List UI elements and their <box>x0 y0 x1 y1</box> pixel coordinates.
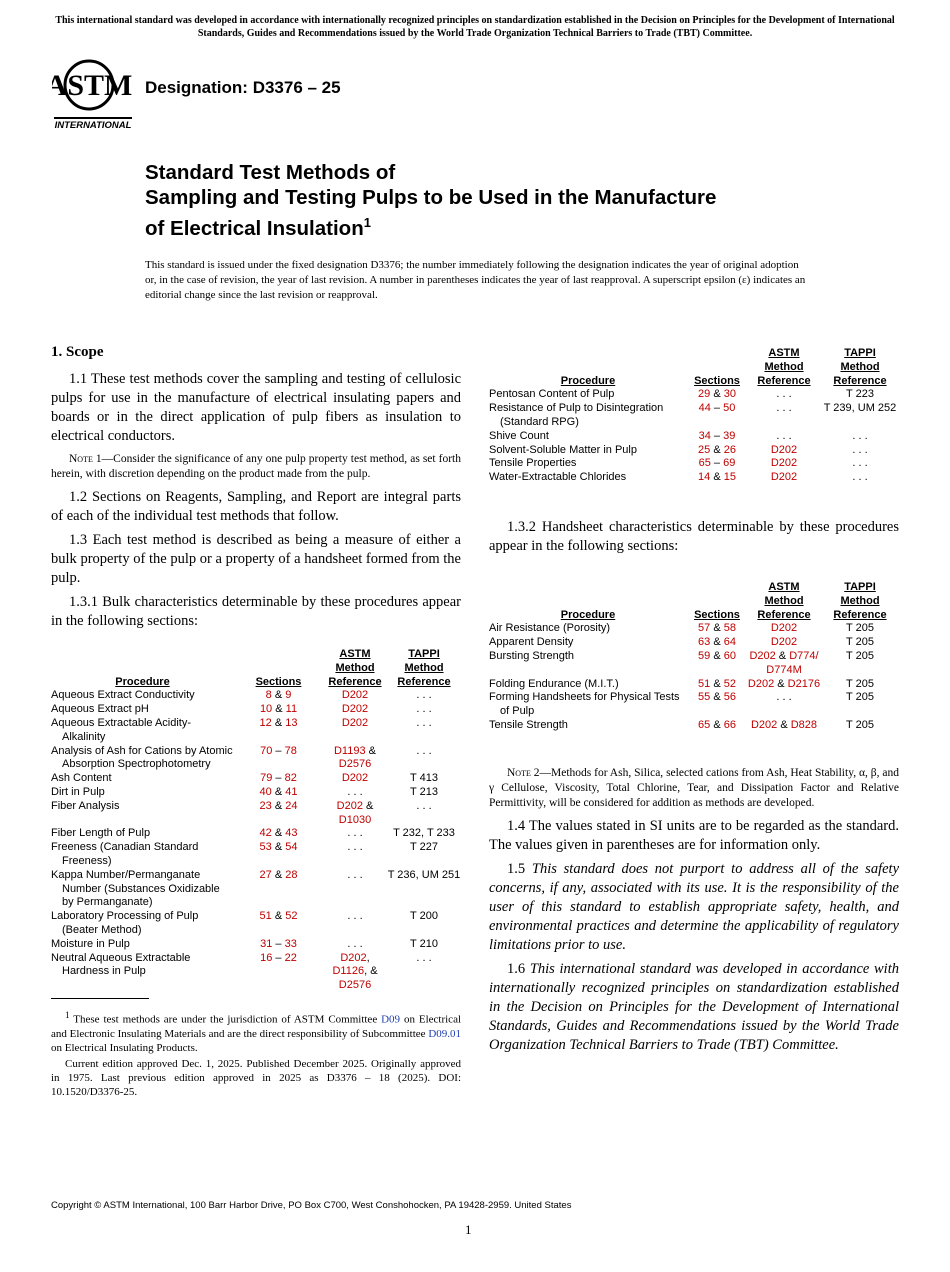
section-link[interactable]: 8 <box>265 689 272 702</box>
paragraph-1-3-1: 1.3.1 Bulk characteristics determinable by these procedures appear in the following sections: <box>51 594 461 629</box>
astm-reference-cell: . . . <box>347 841 363 854</box>
col-header-procedure: Procedure <box>560 374 616 387</box>
astm-reference-link[interactable]: D202 <box>747 677 775 690</box>
col-header-sections: Sections <box>255 675 302 688</box>
section-link[interactable]: 63 <box>698 636 711 649</box>
tappi-reference-cell: T 205 <box>846 718 874 731</box>
tappi-reference-cell: . . . <box>852 443 868 456</box>
section-link[interactable]: 57 <box>698 622 711 635</box>
section-link[interactable]: 34 <box>698 429 711 442</box>
section-link[interactable]: 40 <box>259 785 272 798</box>
table-row <box>489 457 899 471</box>
astm-reference-cell: . . . <box>347 910 363 923</box>
astm-reference-cell <box>323 703 387 717</box>
section-link[interactable]: 53 <box>259 841 272 854</box>
astm-reference-link[interactable]: D202 <box>336 799 363 812</box>
tappi-reference-cell: . . . <box>416 799 432 812</box>
sections-cell: 70 – 78 <box>260 744 297 757</box>
astm-reference-link[interactable]: D202 <box>749 649 776 662</box>
paragraph-1-2: 1.2 Sections on Reagents, Sampling, and Report are integral parts of each of the individual test methods that follow. <box>51 489 461 524</box>
col-header-procedure: Procedure <box>560 608 616 621</box>
handsheet-table-wrap <box>489 581 899 733</box>
section-link[interactable]: 25 <box>698 443 711 456</box>
section-link[interactable]: 79 <box>260 772 273 785</box>
procedure-cell: Freeness (Canadian Standard Freeness) <box>51 841 199 867</box>
procedure-cell: Water-Extractable Chlorides <box>489 471 627 484</box>
section-heading-scope: 1. Scope <box>51 344 104 360</box>
table-row <box>51 910 461 938</box>
astm-logo <box>52 55 134 131</box>
tappi-reference-cell: . . . <box>852 471 868 484</box>
tappi-reference-cell: . . . <box>852 429 868 442</box>
procedure-cell: Aqueous Extract Conductivity <box>51 689 195 702</box>
note-2-text: —Methods for Ash, Silica, selected cations from Ash, Heat Stability, α, β, and γ Cellulose, Viscosity, Total Chlorine, Tear, and Dissipation Factor and Relative Permittivity, will be considered for addition as methods are developed. <box>489 767 899 809</box>
tappi-reference-cell: T 210 <box>410 937 438 950</box>
page-title <box>145 160 845 241</box>
designation-number: D3376 – 25 <box>252 78 341 97</box>
table-row <box>51 800 461 828</box>
astm-reference-cell: . . . <box>347 937 363 950</box>
sections-cell: 34 – 39 <box>698 429 736 442</box>
procedure-cell: Tensile Strength <box>489 718 568 731</box>
sections-cell: 51 & 52 <box>698 677 736 690</box>
section-link[interactable]: 39 <box>723 429 736 442</box>
procedure-cell: Aqueous Extract pH <box>51 703 149 716</box>
section-link[interactable]: 65 <box>698 718 711 731</box>
procedure-cell: Apparent Density <box>489 636 574 649</box>
astm-reference-cell <box>747 636 821 650</box>
tappi-reference-cell: T 413 <box>410 772 438 785</box>
procedure-cell: Ash Content <box>51 772 112 785</box>
col-header-sections: Sections <box>694 608 740 621</box>
astm-reference-link[interactable]: D2576 <box>338 758 372 771</box>
section-link[interactable]: 64 <box>723 636 736 649</box>
footnote-1: $^1$ These test methods are under the jurisdiction of ASTM Committee D09 on Electrical and Electronic Insulating Materials and are the direct responsibility of Subcommittee D09.01 on Electrical Insulating Products. <box>51 1010 462 1054</box>
paragraph-1-1: 1.1 These test methods cover the sampling and testing of cellulosic pulps for use in the manufacture of electrical insulating papers and boards or in the direct application of pulp fibers as insulation to electrical conductors. <box>51 371 461 444</box>
title-line-2: Sampling and Testing Pulps to be Used in the Manufacture <box>145 186 717 209</box>
astm-reference-link[interactable]: D1126 <box>332 965 365 978</box>
section-link[interactable]: 69 <box>723 457 736 470</box>
section-link[interactable]: 52 <box>285 910 298 923</box>
astm-reference-link[interactable]: D774M <box>766 663 802 676</box>
table-row <box>51 869 461 910</box>
procedure-cell: Solvent-Soluble Matter in Pulp <box>489 443 637 456</box>
procedure-cell: Resistance of Pulp to Disintegration (Standard RPG) <box>489 402 664 428</box>
astm-reference-cell: . . . <box>776 402 792 415</box>
procedure-cell: Pentosan Content of Pulp <box>489 388 615 401</box>
col-header-astm: ASTM Method Reference <box>328 648 382 688</box>
section-link[interactable]: 44 <box>698 402 711 415</box>
copyright: Copyright © ASTM International, 100 Barr Harbor Drive, PO Box C700, West Conshohocken, PA 19428-2959. United States <box>51 1200 572 1211</box>
astm-reference-link[interactable]: D1030 <box>338 813 372 826</box>
table-row <box>51 703 461 717</box>
procedure-cell: Fiber Length of Pulp <box>51 827 151 840</box>
continued-bulk-table <box>489 347 899 485</box>
sections-cell: 16 – 22 <box>260 951 297 964</box>
tappi-reference-cell: T 205 <box>846 691 874 704</box>
tappi-reference-cell: T 205 <box>846 636 874 649</box>
left-column <box>51 343 461 636</box>
astm-reference-link[interactable]: D202 <box>341 703 369 716</box>
section-link[interactable]: 29 <box>698 388 711 401</box>
table-row <box>51 717 461 745</box>
astm-reference-link[interactable]: D202 <box>340 951 367 964</box>
paragraph-1-3-2: 1.3.2 Handsheet characteristics determinable by these procedures appear in the following sections: <box>489 519 899 554</box>
sections-cell: 12 & 13 <box>259 716 298 729</box>
sections-cell: 8 & 9 <box>265 689 292 702</box>
sections-cell: 57 & 58 <box>698 622 736 635</box>
paragraph-1-6: 1.6 This international standard was developed in accordance with internationally recognized principles on standardization established in the Decision on Principles for the Development of International Standards, Guides and Recommendations issued by the World Trade Organization Technical Barriers to Trade (TBT) Committee. <box>489 961 899 1053</box>
tappi-reference-cell: T 213 <box>410 785 438 798</box>
astm-reference-cell: . . . <box>347 785 363 798</box>
table-row <box>51 952 461 993</box>
sections-cell: 55 & 56 <box>698 691 736 704</box>
section-link[interactable]: 56 <box>723 691 736 704</box>
astm-reference-link[interactable]: D202 <box>770 471 798 484</box>
section-link[interactable]: 70 <box>260 744 273 757</box>
sections-cell: 53 & 54 <box>259 841 298 854</box>
tappi-reference-cell: . . . <box>416 951 432 964</box>
procedure-cell: Moisture in Pulp <box>51 937 130 950</box>
sections-cell: 59 & 60 <box>698 649 736 662</box>
section-link[interactable]: 43 <box>285 827 298 840</box>
tappi-reference-cell: T 236, UM 251 <box>387 868 461 881</box>
col-header-tappi: TAPPI Method Reference <box>397 648 451 688</box>
astm-reference-cell: . . . <box>776 691 792 704</box>
section-link[interactable]: 24 <box>285 799 298 812</box>
title-footnote-mark: 1 <box>363 215 371 230</box>
section-link[interactable]: 82 <box>284 772 297 785</box>
section-link[interactable]: 23 <box>259 799 272 812</box>
note-2-label: Note 2 <box>507 767 540 779</box>
astm-reference-cell <box>747 622 821 636</box>
section-link[interactable]: 12 <box>259 716 272 729</box>
title-line-1: Standard Test Methods of <box>145 161 396 184</box>
section-link[interactable]: 78 <box>284 744 297 757</box>
table-row <box>489 650 899 678</box>
procedure-cell: Shive Count <box>489 429 549 442</box>
note-1-label: Note 1 <box>69 453 102 465</box>
astm-reference-cell: . . . <box>776 429 792 442</box>
astm-logo-icon <box>52 55 134 131</box>
section-link[interactable]: 27 <box>259 868 272 881</box>
section-link[interactable]: 65 <box>698 457 711 470</box>
sections-cell: 44 – 50 <box>698 402 736 415</box>
section-link[interactable]: 41 <box>285 785 298 798</box>
astm-reference-link[interactable]: D202 <box>770 457 798 470</box>
section-link[interactable]: 30 <box>723 388 736 401</box>
sections-cell: 25 & 26 <box>698 443 736 456</box>
sections-cell: 23 & 24 <box>259 799 298 812</box>
section-link[interactable]: 16 <box>260 951 273 964</box>
procedure-cell: Neutral Aqueous Extractable Hardness in Pulp <box>51 951 191 978</box>
procedure-cell: Analysis of Ash for Cations by Atomic Absorption Spectrophotometry <box>51 744 233 771</box>
section-link[interactable]: 33 <box>284 937 297 950</box>
procedure-cell: Laboratory Processing of Pulp (Beater Method) <box>51 910 199 936</box>
section-link[interactable]: 54 <box>285 841 298 854</box>
footnote-2: Current edition approved Dec. 1, 2025. Published December 2025. Originally approved in 1975. Last previous edition approved in 2025 as D3376 – 18 (2025). DOI: 10.1520/D3376-25. <box>51 1057 461 1098</box>
section-link[interactable]: 22 <box>284 951 297 964</box>
col-header-sections: Sections <box>694 374 740 387</box>
sections-cell: 27 & 28 <box>259 868 298 881</box>
table-row <box>51 786 461 800</box>
astm-reference-link[interactable]: D202 <box>341 772 369 785</box>
tappi-reference-cell: T 227 <box>410 841 438 854</box>
table-row <box>51 841 461 869</box>
section-link[interactable]: 55 <box>698 691 711 704</box>
procedure-cell: Forming Handsheets for Physical Tests of Pulp <box>489 691 680 718</box>
astm-reference-cell <box>323 772 387 786</box>
sections-cell: 51 & 52 <box>259 910 298 923</box>
astm-reference-link[interactable]: D828 <box>790 718 818 731</box>
astm-reference-link[interactable]: D1193 <box>333 744 366 757</box>
table-row <box>51 689 461 703</box>
tappi-reference-cell: T 205 <box>846 622 874 635</box>
table-row <box>489 636 899 650</box>
astm-reference-link[interactable]: D202 <box>750 718 778 731</box>
section-link[interactable]: 9 <box>285 689 292 702</box>
note-1-text: —Consider the significance of any one pulp property test method, as set forth herein, with discretion depending on the product made from the pulp. <box>51 453 462 480</box>
tappi-reference-cell: T 205 <box>846 677 874 690</box>
procedure-cell: Aqueous Extractable Acidity-Alkalinity <box>51 716 192 743</box>
sections-cell: 40 & 41 <box>259 785 298 798</box>
col-header-astm: ASTM Method Reference <box>757 581 811 621</box>
tappi-reference-cell: . . . <box>416 703 432 716</box>
table-row <box>489 402 899 430</box>
col-header-astm: ASTM Method Reference <box>757 347 811 387</box>
note-1 <box>51 452 461 482</box>
astm-reference-link[interactable]: D774/ <box>789 649 819 662</box>
astm-reference-link[interactable]: D202 <box>770 443 798 456</box>
tappi-reference-cell: T 232, T 233 <box>393 827 455 840</box>
paragraph-1-3-2-wrap <box>489 518 899 561</box>
section-link[interactable]: 58 <box>723 622 736 635</box>
tappi-reference-cell: . . . <box>416 689 432 702</box>
sections-cell: 42 & 43 <box>259 827 298 840</box>
tappi-reference-cell: . . . <box>416 744 432 757</box>
section-link[interactable]: 60 <box>723 649 736 662</box>
table-row <box>51 772 461 786</box>
tappi-reference-cell: T 200 <box>410 910 438 923</box>
bulk-characteristics-table-wrap <box>51 648 461 993</box>
table-row <box>489 719 899 733</box>
table-row <box>489 471 899 485</box>
top-right-table-wrap <box>489 347 899 485</box>
astm-reference-cell: D1193 & D2576 <box>333 744 376 771</box>
handsheet-characteristics-table <box>489 581 899 733</box>
table-row <box>489 691 899 719</box>
astm-reference-cell <box>323 689 387 703</box>
astm-reference-cell <box>323 717 387 745</box>
section-link[interactable]: 51 <box>698 677 711 690</box>
table-row <box>489 388 899 402</box>
astm-reference-cell <box>747 471 821 485</box>
designation <box>145 78 341 98</box>
section-link[interactable]: 51 <box>259 910 272 923</box>
page-number: 1 <box>465 1222 472 1237</box>
astm-reference-cell: D202 & D2176 <box>747 677 821 690</box>
procedure-cell: Fiber Analysis <box>51 799 120 812</box>
astm-reference-link[interactable]: D2576 <box>338 979 372 992</box>
table-row <box>489 622 899 636</box>
tappi-reference-cell: T 205 <box>846 649 874 662</box>
sections-cell: 29 & 30 <box>698 388 736 401</box>
sections-cell: 10 & 11 <box>259 703 298 716</box>
logo-mark: ASTM <box>52 69 133 102</box>
section-link[interactable]: 42 <box>259 827 272 840</box>
astm-reference-link[interactable]: D202 <box>341 689 369 702</box>
col-header-procedure: Procedure <box>115 675 170 688</box>
procedure-cell: Tensile Properties <box>489 457 577 470</box>
paragraph-1-3: 1.3 Each test method is described as being a measure of either a bulk property of the pulp or a property of a handsheet formed from the pulp. <box>51 532 461 586</box>
astm-reference-link[interactable]: D202 <box>770 622 798 635</box>
issued-statement: This standard is issued under the fixed designation D3376; the number immediately following the designation indicates the year of original adoption or, in the case of revision, the year of last revision. A number in parentheses indicates the year of last reapproval. A superscript epsilon (ε) indicates an editorial change since the last revision or reapproval. <box>145 259 806 301</box>
astm-reference-cell <box>747 457 821 471</box>
section-link[interactable]: 59 <box>698 649 711 662</box>
procedure-cell: Folding Endurance (M.I.T.) <box>489 677 619 690</box>
tappi-reference-cell: . . . <box>852 457 868 470</box>
procedure-cell: Kappa Number/Permanganate Number (Substances Oxidizable by Permanganate) <box>51 868 220 909</box>
tappi-reference-cell: . . . <box>416 716 432 729</box>
procedure-cell: Bursting Strength <box>489 649 574 662</box>
subcommittee-link[interactable]: D09.01 <box>428 1027 462 1040</box>
committee-link[interactable]: D09 <box>381 1013 401 1026</box>
development-notice: This international standard was developed in accordance with internationally recognized principles on standardization established in the Decision on Principles for the Development of International Standards, Guides and Recommendations issued by the World Trade Organization Technical Barriers to Trade (TBT) Committee. <box>55 15 895 39</box>
section-link[interactable]: 13 <box>285 716 298 729</box>
section-link[interactable]: 31 <box>260 937 273 950</box>
section-link[interactable]: 26 <box>723 443 736 456</box>
section-link[interactable]: 11 <box>285 703 298 716</box>
procedure-cell: Dirt in Pulp <box>51 785 105 798</box>
paragraph-1-4: 1.4 The values stated in SI units are to be regarded as the standard. The values given in parentheses are for information only. <box>489 818 899 853</box>
table-row <box>51 938 461 952</box>
astm-reference-cell: D202 & D828 <box>750 718 818 731</box>
section-link[interactable]: 52 <box>723 677 736 690</box>
section-link[interactable]: 28 <box>285 868 298 881</box>
tappi-reference-cell: T 223 <box>846 388 874 401</box>
col-header-tappi: TAPPI Method Reference <box>833 347 887 387</box>
astm-reference-link[interactable]: D202 <box>341 716 369 729</box>
designation-label: Designation: <box>145 78 248 97</box>
sections-cell: 14 & 15 <box>698 471 736 484</box>
section-link[interactable]: 15 <box>723 471 736 484</box>
section-link[interactable]: 14 <box>698 471 711 484</box>
astm-reference-cell: D202, D1126, & D2576 <box>332 951 378 992</box>
astm-reference-cell: D202 & D774/ D774M <box>749 649 819 676</box>
astm-reference-link[interactable]: D2176 <box>787 677 821 690</box>
sections-cell: 31 – 33 <box>260 937 297 950</box>
section-link[interactable]: 50 <box>723 402 736 415</box>
note-2 <box>489 766 899 811</box>
bulk-characteristics-table <box>51 648 461 993</box>
sections-cell: 65 – 69 <box>698 457 736 470</box>
sections-cell: 63 & 64 <box>698 636 736 649</box>
astm-reference-cell: . . . <box>347 827 363 840</box>
section-link[interactable]: 66 <box>723 718 736 731</box>
astm-reference-cell: D202 & D1030 <box>336 799 374 826</box>
right-column-text <box>489 760 899 1060</box>
sections-cell: 79 – 82 <box>260 772 297 785</box>
footnote-rule <box>51 998 149 999</box>
logo-text: INTERNATIONAL <box>54 120 132 131</box>
table-row <box>489 444 899 458</box>
footnotes <box>51 1008 461 1101</box>
table-row <box>489 430 899 444</box>
col-header-tappi: TAPPI Method Reference <box>833 581 887 621</box>
astm-reference-cell: . . . <box>776 388 792 401</box>
table-row <box>51 745 461 773</box>
astm-reference-cell: . . . <box>347 868 363 881</box>
section-link[interactable]: 10 <box>259 703 273 716</box>
paragraph-1-5: 1.5 This standard does not purport to address all of the safety concerns, if any, associated with its use. It is the responsibility of the user of this standard to establish appropriate safety, health, and environmental practices and determine the applicability of regulatory limitations prior to use. <box>489 861 900 953</box>
table-row <box>51 827 461 841</box>
table-row <box>489 678 899 692</box>
astm-reference-link[interactable]: D202 <box>770 636 798 649</box>
procedure-cell: Air Resistance (Porosity) <box>489 622 611 635</box>
tappi-reference-cell: T 239, UM 252 <box>823 402 897 415</box>
title-line-3: of Electrical Insulation <box>145 216 364 240</box>
astm-reference-cell <box>747 444 821 458</box>
sections-cell: 65 & 66 <box>698 718 736 731</box>
